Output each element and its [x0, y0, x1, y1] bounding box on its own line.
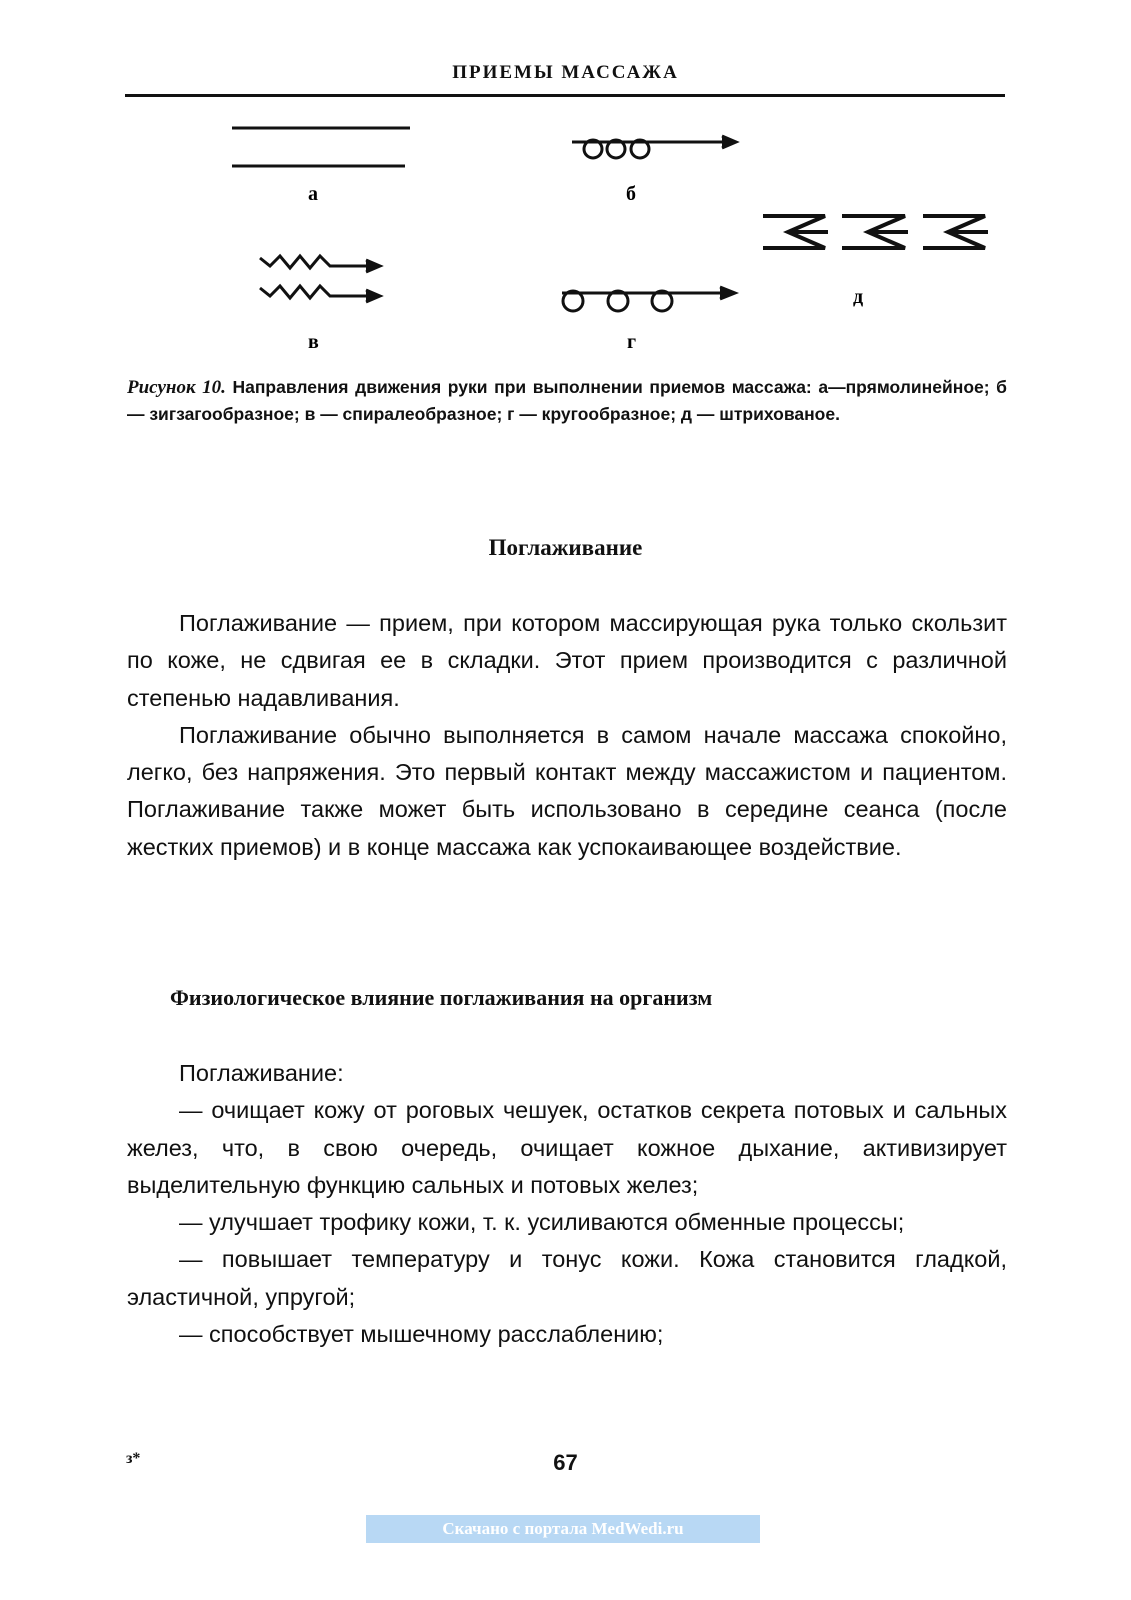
- figure-caption: [127, 374, 1007, 428]
- running-head: ПРИЕМЫ МАССАЖА: [452, 62, 679, 83]
- pattern-a-straight: [232, 128, 410, 166]
- label-b: б: [626, 183, 636, 205]
- paragraph: Поглаживание обычно выполняется в самом начале массажа спокойно, легко, без напряжения. Это первый контакт между массажистом и пациентом. Поглаживание также может быть использовано в середине сеанса (после жестких приемов) и в конце массажа как успокаивающее воздействие.: [127, 721, 1007, 860]
- section-title-stroking: Поглаживание: [488, 535, 643, 560]
- section-title-physiological-effect: Физиологическое влияние поглаживания на организм: [170, 985, 713, 1010]
- watermark-banner: Скачано с портала MedWedi.ru: [366, 1515, 760, 1543]
- pattern-g-circular: [562, 287, 735, 311]
- page-number: 67: [553, 1450, 578, 1475]
- label-d: д: [853, 286, 864, 308]
- pattern-d-hatched: [763, 216, 988, 248]
- label-g: г: [627, 331, 637, 353]
- label-v: в: [308, 331, 319, 353]
- paragraph: Поглаживание — прием, при котором массирующая рука только скользит по коже, не сдвигая ее в складки. Этот прием производится с различной степенью надавливания.: [127, 610, 1007, 711]
- pattern-b-zigzag: [572, 136, 736, 158]
- list-item: — повышает температуру и тонус кожи. Кожа становится гладкой, эластичной, упругой;: [127, 1246, 1007, 1310]
- figure-10-diagram: [0, 0, 1131, 380]
- section-effect-body: [127, 1055, 1007, 1353]
- caption-label: Рисунок 10.: [127, 377, 226, 398]
- list-item: — улучшает трофику кожи, т. к. усиливаются обменные процессы;: [179, 1209, 905, 1236]
- corner-mark: з*: [126, 1450, 141, 1467]
- pattern-v-spiral: [260, 256, 380, 302]
- section-stroking-body: [127, 605, 1007, 866]
- list-intro: Поглаживание:: [179, 1060, 344, 1086]
- list-item: — очищает кожу от роговых чешуек, остатков секрета потовых и сальных желез, что, в свою очередь, очищает кожное дыхание, активизирует выделительную функцию сальных и потовых желез;: [127, 1097, 1007, 1198]
- label-a: а: [308, 183, 318, 205]
- caption-text: Направления движения руки при выполнении приемов массажа: а—прямолинейное; б — зигзагообразное; в — спиралеобразное; г — кругообразное; д — штрихованое.: [127, 377, 1007, 424]
- list-item: — способствует мышечному расслаблению;: [179, 1321, 664, 1348]
